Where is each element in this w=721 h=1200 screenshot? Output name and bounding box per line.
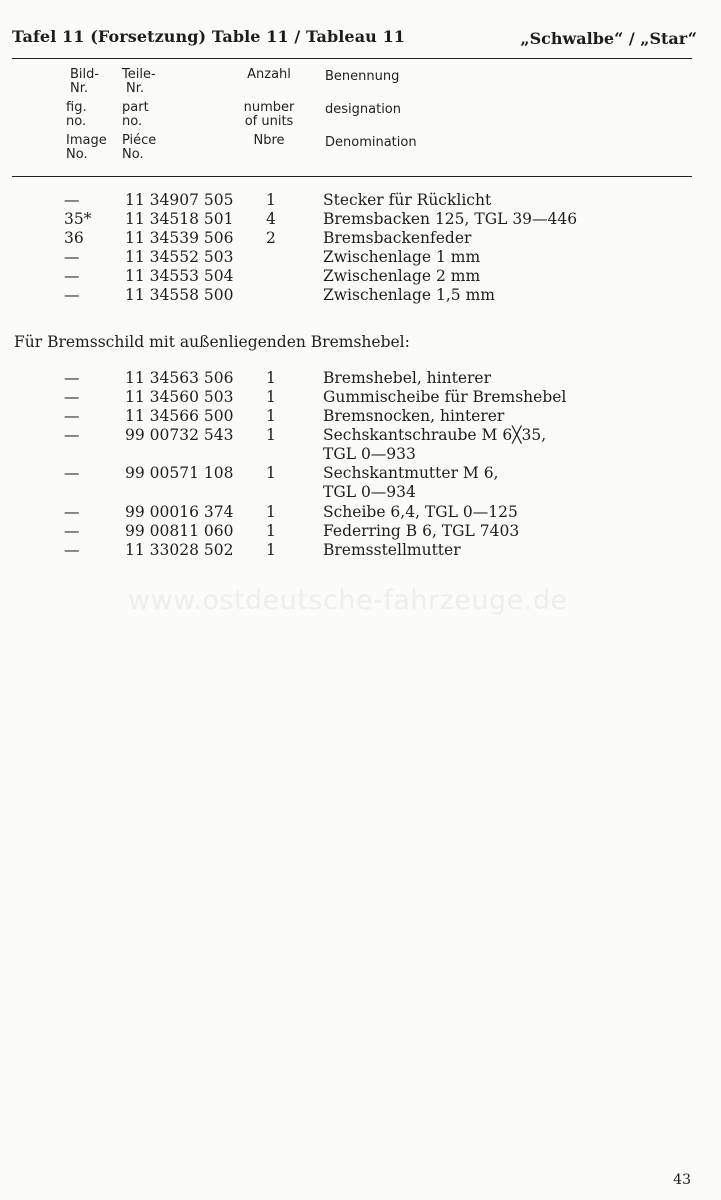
page-title: Tafel 11 (Forsetzung) Table 11 / Tableau 11 (12, 27, 406, 46)
description: Zwischenlage 2 mm (323, 267, 481, 285)
model-name: „Schwalbe“ / „Star“ (520, 29, 697, 48)
description: Sechskantschraube M 6╳35, (323, 426, 547, 444)
header-line: Nr. (70, 81, 89, 96)
watermark: www.ostdeutsche-fahrzeuge.de (128, 585, 568, 616)
part-number: 99 00571 108 (125, 464, 234, 482)
header-line: Nbre (253, 133, 285, 148)
header-line: of units (244, 114, 294, 129)
fig-number: — (64, 191, 80, 209)
description: Stecker für Rücklicht (323, 191, 492, 209)
fig-number: — (64, 267, 80, 285)
description: Bremsnocken, hinterer (323, 407, 505, 425)
part-number: 11 34907 505 (125, 191, 234, 209)
part-number: 99 00732 543 (125, 426, 234, 444)
quantity: 1 (266, 369, 276, 387)
header-line: no. (66, 114, 87, 129)
fig-number: — (64, 286, 80, 304)
quantity: 1 (266, 541, 276, 559)
fig-number: — (64, 503, 80, 521)
column-header-qty (238, 68, 300, 148)
part-number: 99 00016 374 (125, 503, 234, 521)
fig-number: — (64, 407, 80, 425)
section-note: Für Bremsschild mit außenliegenden Bremshebel: (14, 333, 410, 351)
header-line: Benennung (325, 69, 400, 84)
fig-number: — (64, 369, 80, 387)
description: Bremsbacken 125, TGL 39—446 (323, 210, 578, 228)
header-line: no. (122, 114, 143, 129)
part-number: 11 34552 503 (125, 248, 234, 266)
description: Scheibe 6,4, TGL 0—125 (323, 503, 518, 521)
fig-number: — (64, 464, 80, 482)
header-line: Teile- (122, 67, 156, 82)
fig-number: — (64, 388, 80, 406)
description: Zwischenlage 1,5 mm (323, 286, 495, 304)
header-line: Bild- (70, 67, 100, 82)
description: TGL 0—934 (323, 483, 416, 501)
part-number: 11 34566 500 (125, 407, 234, 425)
column-header-part (122, 68, 156, 162)
description: Bremsstellmutter (323, 541, 461, 559)
description: Federring B 6, TGL 7403 (323, 522, 520, 540)
fig-number: 35* (64, 210, 92, 228)
quantity: 1 (266, 426, 276, 444)
fig-number: 36 (64, 229, 84, 247)
table-divider (12, 176, 692, 177)
quantity: 1 (266, 388, 276, 406)
header-line: part (122, 100, 149, 115)
description: Sechskantmutter M 6, (323, 464, 499, 482)
description: Zwischenlage 1 mm (323, 248, 481, 266)
header-line: fig. (66, 100, 87, 115)
header-line: Image (66, 133, 107, 148)
quantity: 1 (266, 407, 276, 425)
header-line: No. (66, 147, 88, 162)
part-number: 11 34558 500 (125, 286, 234, 304)
quantity: 1 (266, 464, 276, 482)
fig-number: — (64, 541, 80, 559)
header-line: number (243, 100, 295, 115)
header-line (325, 84, 417, 98)
column-header-desc (325, 70, 417, 150)
header-line: designation (325, 102, 401, 117)
description: TGL 0—933 (323, 445, 416, 463)
page-number: 43 (673, 1172, 691, 1188)
column-header-fig (66, 68, 107, 162)
quantity: 1 (266, 503, 276, 521)
fig-number: — (64, 426, 80, 444)
header-line: Denomination (325, 135, 417, 150)
description: Bremshebel, hinterer (323, 369, 492, 387)
header-line: No. (122, 147, 144, 162)
description: Gummischeibe für Bremshebel (323, 388, 567, 406)
fig-number: — (64, 522, 80, 540)
part-number: 11 34560 503 (125, 388, 234, 406)
header-line: Piéce (122, 133, 157, 148)
part-number: 11 34518 501 (125, 210, 234, 228)
part-number: 11 34553 504 (125, 267, 234, 285)
part-number: 11 34563 506 (125, 369, 234, 387)
header-line (325, 117, 417, 131)
header-line (238, 82, 300, 96)
part-number: 11 34539 506 (125, 229, 234, 247)
header-line: Nr. (126, 81, 145, 96)
part-number: 99 00811 060 (125, 522, 234, 540)
quantity: 1 (266, 522, 276, 540)
quantity: 1 (266, 191, 276, 209)
quantity: 2 (266, 229, 276, 247)
part-number: 11 33028 502 (125, 541, 234, 559)
header-line: Anzahl (247, 67, 291, 82)
quantity: 4 (266, 210, 276, 228)
fig-number: — (64, 248, 80, 266)
header-divider (12, 58, 692, 59)
description: Bremsbackenfeder (323, 229, 472, 247)
